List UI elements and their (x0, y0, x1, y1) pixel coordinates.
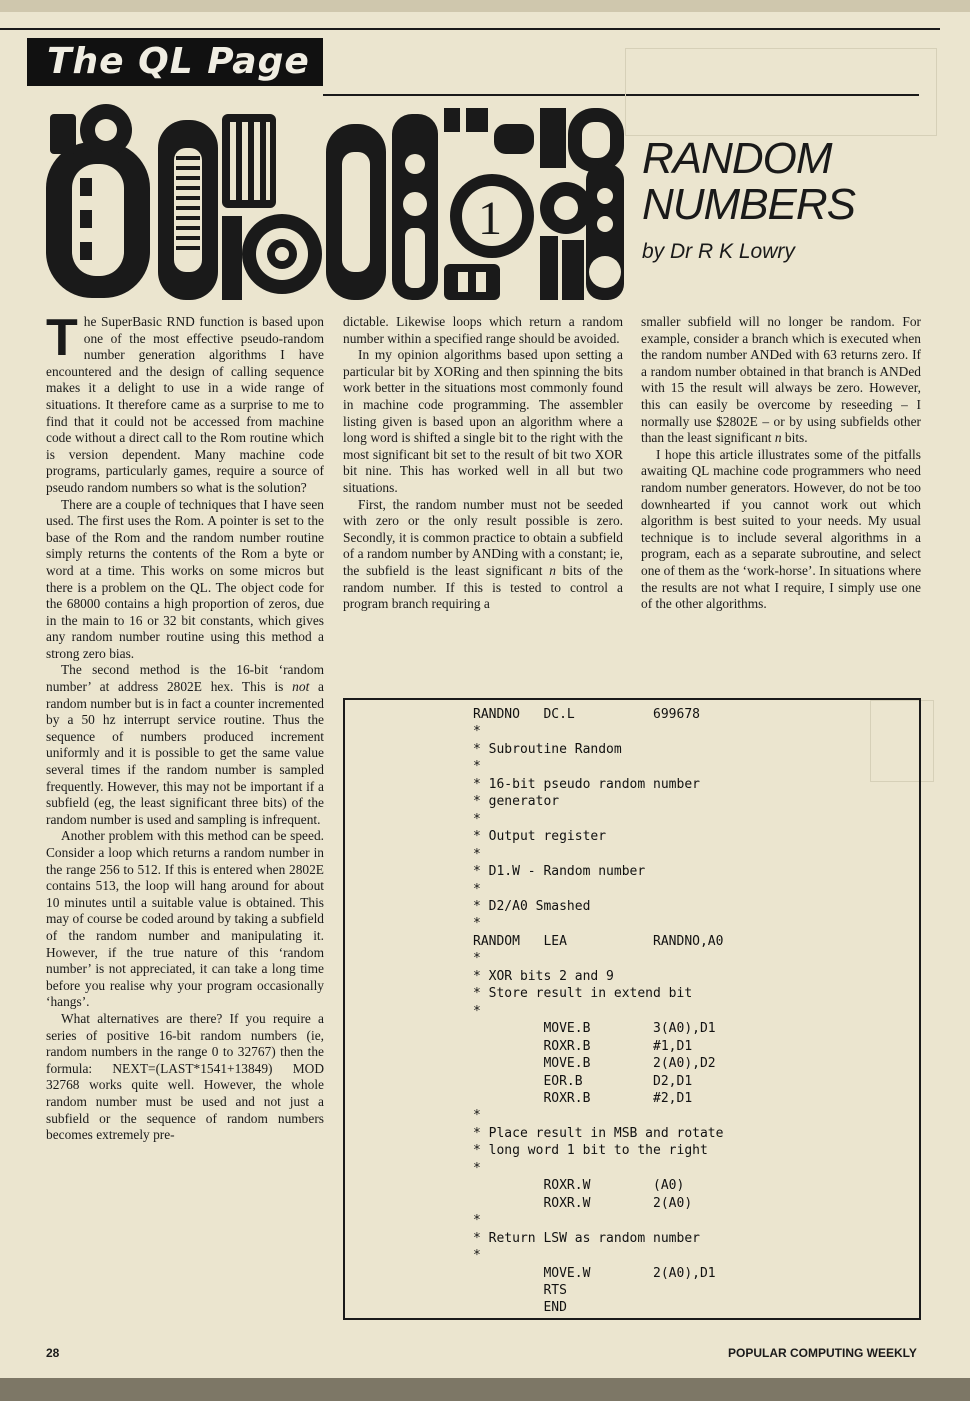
listing-line: MOVE.B 2(A0),D2 (473, 1056, 716, 1072)
listing-line: ROXR.B #1,D1 (473, 1038, 693, 1054)
listing-line: ROXR.B #2,D1 (473, 1090, 693, 1106)
top-rule (0, 28, 940, 30)
listing-line: * (473, 846, 481, 862)
listing-line: * Output register (473, 829, 607, 845)
title-line-1: RANDOM (642, 134, 832, 183)
paragraph: The second method is the 16-bit ‘random number’ at address 2802E hex. This is not a random number but is in fact a counter incremented by a 50 hz interrupt service routine. Thus the sequence of numbers produced increment uniformly and it is possible to get the same value several times if the random number is sampled frequently. However, this may not be important if a subfield (eg, the least significant three bits) of the random number is used and sampling is infrequent. (46, 662, 325, 827)
assembler-listing (473, 706, 723, 1317)
listing-line: * XOR bits 2 and 9 (473, 968, 614, 984)
listing-line: RTS (473, 1282, 567, 1298)
section-header (27, 38, 323, 86)
listing-line: * D2/A0 Smashed (473, 898, 591, 914)
magazine-name: POPULAR COMPUTING WEEKLY (728, 1346, 917, 1360)
listing-line: * (473, 881, 481, 897)
page-top-edge (0, 0, 970, 12)
listing-line: * generator (473, 794, 560, 810)
assembler-listing-box (343, 698, 921, 1320)
listing-line: * (473, 1248, 481, 1264)
listing-line: * (473, 1108, 481, 1124)
article-title-block (642, 136, 942, 264)
listing-line: * (473, 916, 481, 932)
listing-line: * Store result in extend bit (473, 986, 693, 1002)
listing-line: * (473, 1003, 481, 1019)
listing-line: * D1.W - Random number (473, 864, 646, 880)
paragraph: I hope this article illustrates some of the pitfalls awaiting QL machine code programmers who need random number generators. However, do not be too downhearted if you cannot work out which algorithm is best suited to your needs. My usual technique is to include several algorithms in a program, each as a separate subroutine, and select one of them as the ‘work-horse’. In situations where the results are not what I require, I simply use one of the other algorithms. (641, 446, 922, 612)
listing-line: * long word 1 bit to the right (473, 1143, 708, 1159)
listing-line: MOVE.W 2(A0),D1 (473, 1265, 716, 1281)
listing-line: * (473, 759, 481, 775)
listing-line: * Place result in MSB and rotate (473, 1125, 724, 1141)
listing-line: * 16-bit pseudo random number (473, 776, 700, 792)
paragraph: The SuperBasic RND function is based upon one of the most effective pseudo-random number generation algorithms I have encountered and the design of calling sequence makes it a delight to use in a wide range of situations. It therefore came as a surprise to me to find that it could not be accessed from machine code without a direct call to the Rom routine which is version dependent. Many machine code programs, particularly games, require a source of pseudo random numbers so what is the solution? (46, 309, 324, 495)
paragraph: What alternatives are there? If you require a series of positive 16-bit random numbers (ie, random numbers in the range 0 to 32767) then the formula: NEXT=(LAST*1541+13849) MOD 32768 works quite well. However, the whole random number must be used and not just a subfield or the sequence of random numbers becomes extremely pre- (46, 1010, 324, 1143)
listing-line: RANDOM LEA RANDNO,A0 (473, 933, 724, 949)
listing-line: MOVE.B 3(A0),D1 (473, 1021, 716, 1037)
column-3 (641, 314, 921, 613)
listing-line: * (473, 1160, 481, 1176)
paragraph: dictable. Likewise loops which return a random number within a specified range should be avoided. (343, 314, 623, 346)
numerals-illustration (46, 104, 626, 300)
paragraph: There are a couple of techniques that I have seen used. The first uses the Rom. A pointer is set to the base of the Rom and the random number routine simply returns the contents of the Rom a byte or word at a time. This works on some micros but there is a problem on the QL. The object code for the 68000 contains a high proportion of zeros, due in the main to 16 or 32 bit constants, which gives any random number routine using this method a strong zero bias. (46, 496, 324, 661)
listing-line: EOR.B D2,D1 (473, 1073, 693, 1089)
listing-line: * (473, 1213, 481, 1229)
listing-line: END (473, 1300, 567, 1316)
title-line-2: NUMBERS (642, 180, 856, 229)
column-1 (46, 309, 325, 1144)
listing-line: * (473, 811, 481, 827)
page-number: 28 (46, 1346, 60, 1360)
paragraph: smaller subfield will no longer be random. For example, consider a branch which is executed when the random number ANDed with 63 returns zero. If a random number obtained in that branch is ANDed with 15 the result will always be zero. However, this can easily be overcome by reseeding – I normally use $2802E – or by using subfields other than the least significant n bits. (641, 314, 921, 446)
paragraph: First, the random number must not be seeded with zero or the only result possible is zero. Secondly, it is common practice to obtain a subfield of a random number by ANDing with a constant; ie, the subfield is the least significant n bits of the random number. If this is tested to control a program branch requiring a (343, 496, 623, 612)
paragraph: Another problem with this method can be speed. Consider a loop which returns a random number in the range 256 to 512. If this is entered when 2802E contains 513, the loop will hang around for about 10 minutes until a suitable value is obtained. This may of course be coded around by taking a subfield of the random number and manipulating it. However, if the true nature of this ‘random number’ is not appreciated, it can take a long time before you realise why your program occasionally ‘hangs’. (46, 828, 324, 1010)
listing-line: * (473, 724, 481, 740)
page-bottom-edge (0, 1378, 970, 1401)
listing-line: * Return LSW as random number (473, 1230, 700, 1246)
drop-cap: T (46, 309, 78, 367)
section-label: The QL Page (47, 41, 310, 82)
listing-line: ROXR.W 2(A0) (473, 1195, 693, 1211)
svg-text:1: 1 (478, 192, 502, 245)
article-title (642, 136, 942, 228)
show-through-box (625, 48, 937, 136)
paragraph: In my opinion algorithms based upon setting a particular bit by XORing and then spinning the bits work better in the situations most commonly found in machine code programming. The assembler listing given is based upon an algorithm where a long word is shifted a single bit to the right with the most significant bit set to the result of bit two XOR bit nine. This has worked well in all but two situations. (343, 347, 623, 495)
listing-line: * Subroutine Random (473, 741, 622, 757)
listing-line: ROXR.W (A0) (473, 1178, 685, 1194)
byline: by Dr R K Lowry (642, 240, 795, 263)
column-2 (343, 314, 623, 613)
listing-line: * (473, 951, 481, 967)
listing-line: RANDNO DC.L 699678 (473, 707, 700, 722)
